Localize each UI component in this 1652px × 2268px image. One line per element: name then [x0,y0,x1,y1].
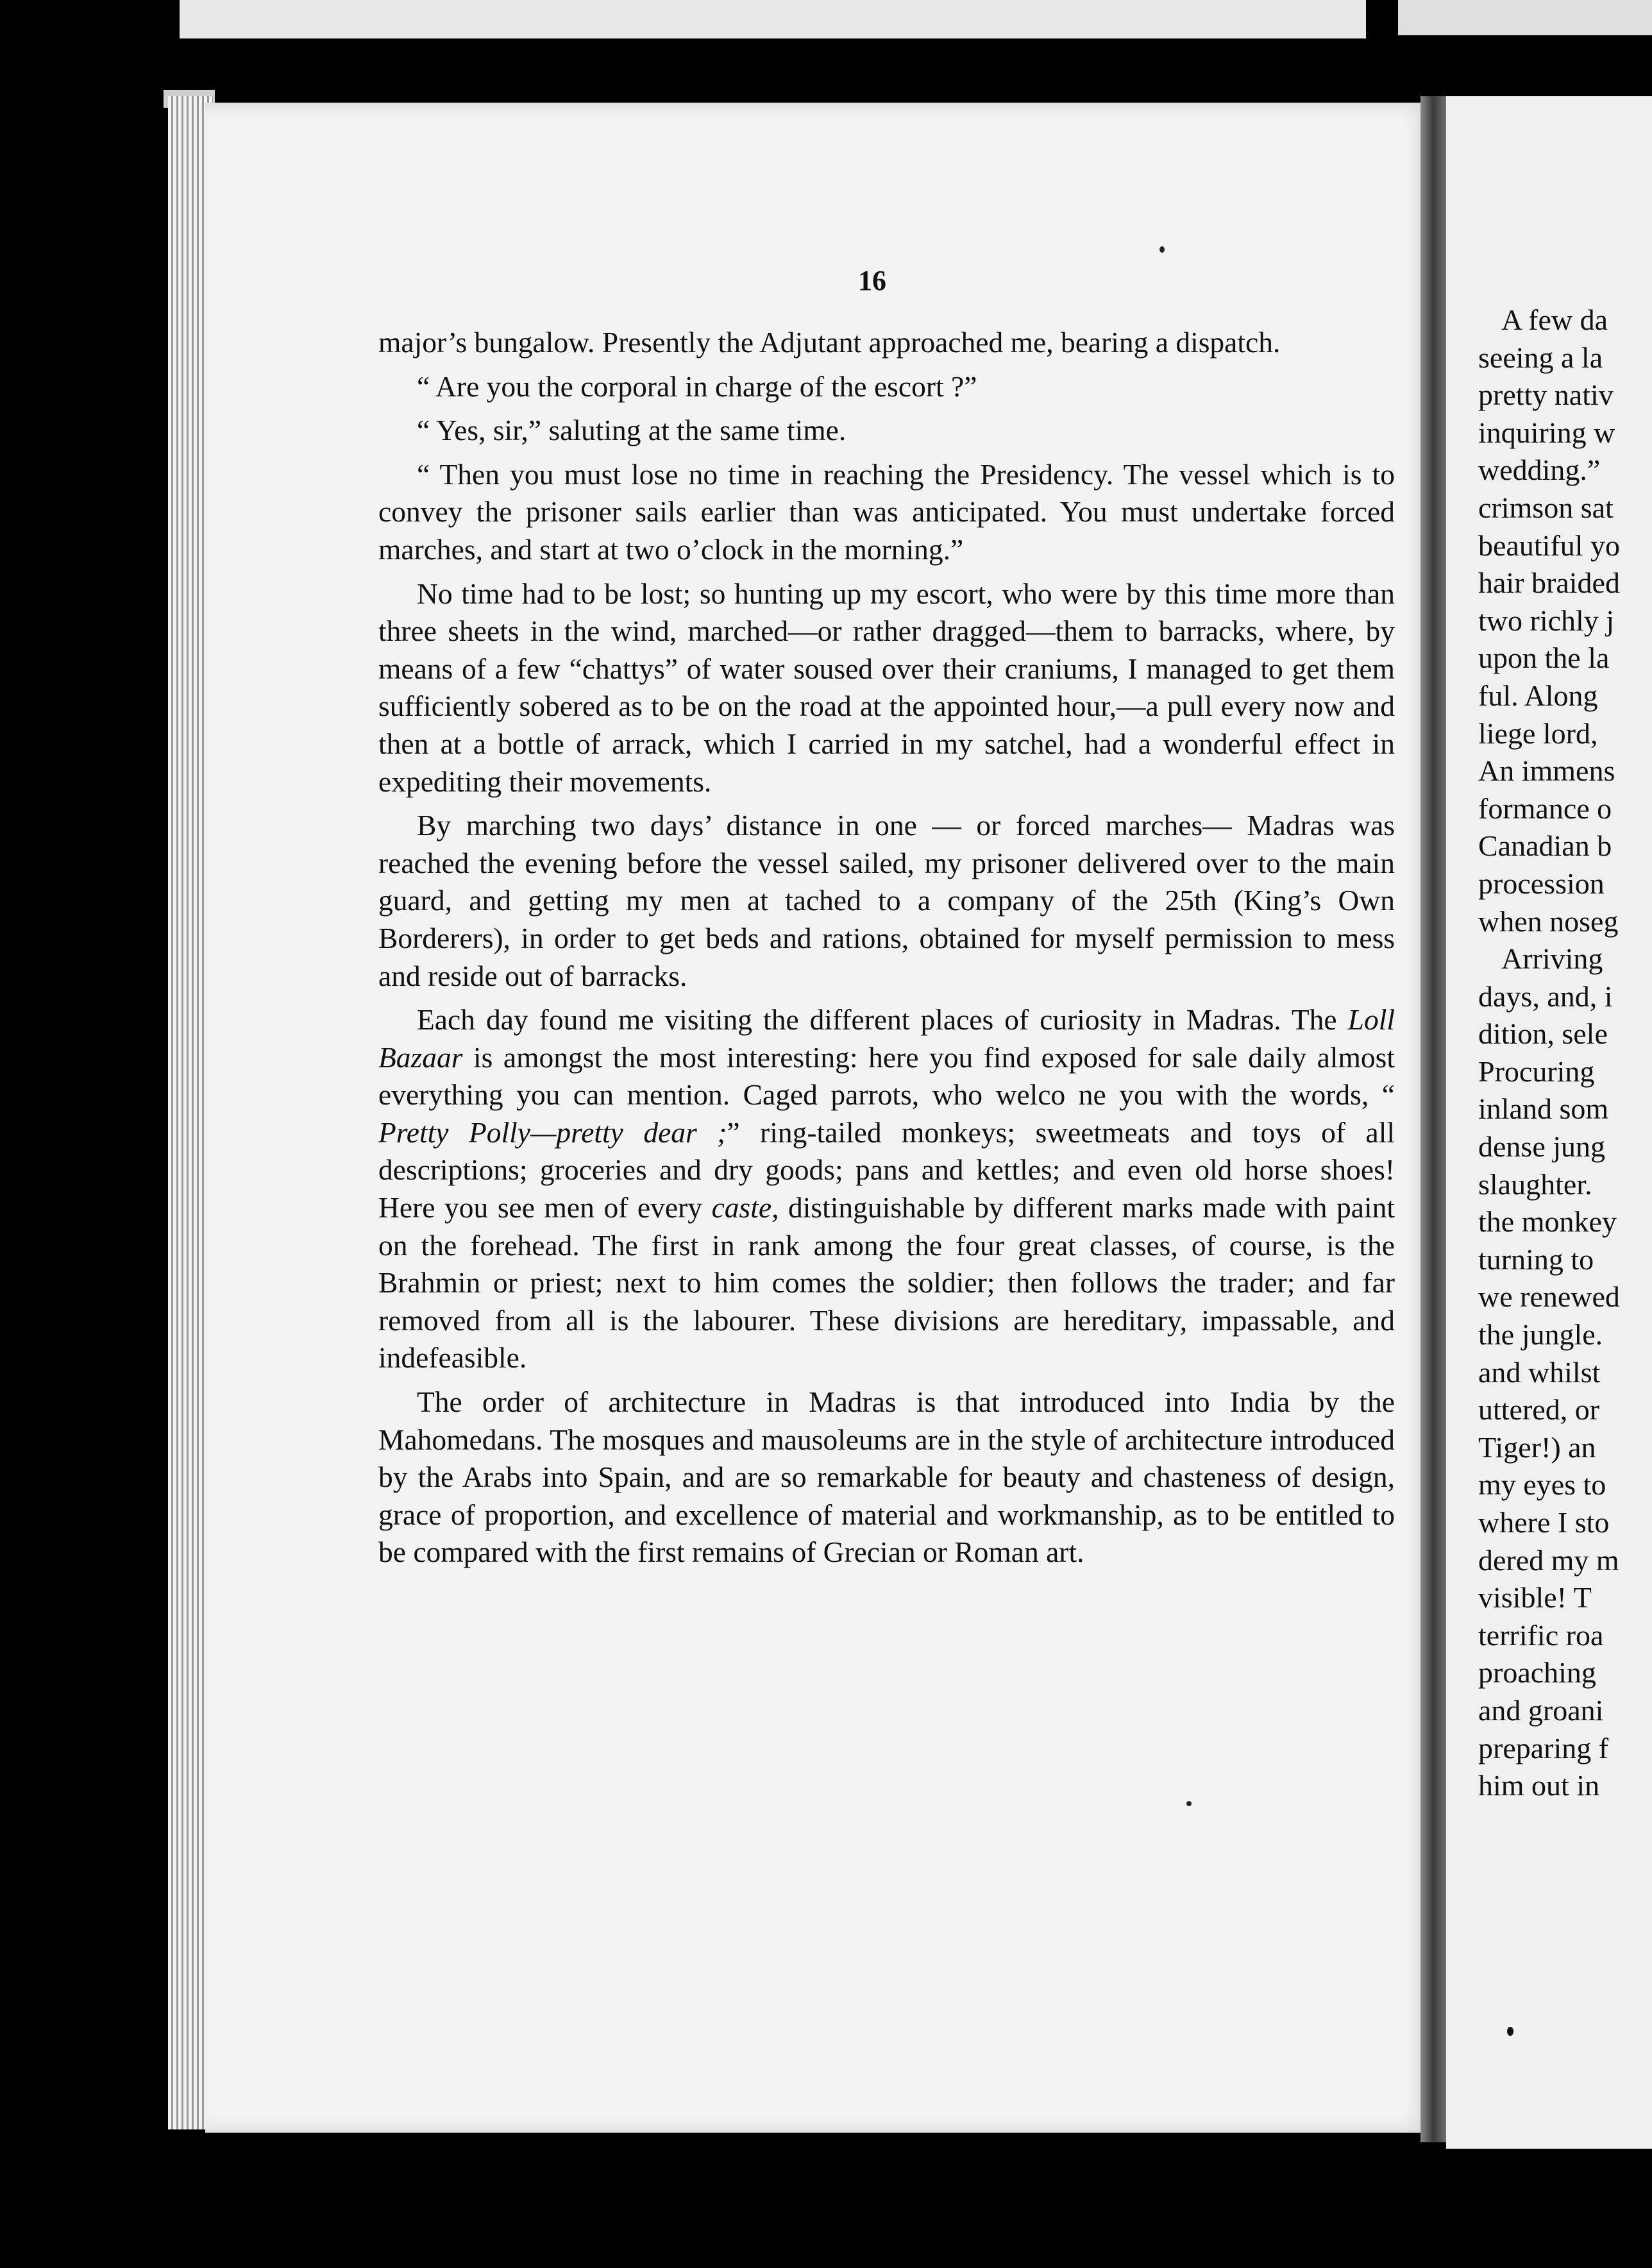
right-page-line: crimson sat [1478,491,1614,524]
paragraph-1: “ Are you the corporal in charge of the escort ?” [417,369,977,403]
right-page-line: him out in [1478,1769,1600,1802]
right-page-line: pretty nativ [1478,378,1614,412]
right-page-line: slaughter. [1478,1167,1592,1201]
previous-page-edge-right [1398,0,1652,35]
paragraph-6-text-d: distinguishable by different marks made with paint on the forehead. The first in rank among the four great classes, of course, is the Brahmin or priest; next to him comes the soldier; then follows the trader; and far removed from all is the labourer. These divisions are hereditary, impassable, and indefeasible. [378,1191,1395,1375]
paragraph-6-text-c: ” ring-tailed monkeys; sweetmeats and toys of all descriptions; groceries and dry goods; pans and kettles; and even old horse shoes! Here you see men of every [378,1115,1395,1224]
right-page-line: Canadian b [1478,829,1612,863]
page-body [378,324,1395,1578]
ink-speck [1186,1801,1192,1806]
caste-italic: caste, [711,1191,779,1224]
paragraph-3: “ Then you must lose no time in reaching the Presidency. The vessel which is to convey the prisoner sails earlier than was anticipated. You must undertake forced marches, and start at two o’clock in the morning.” [378,457,1395,566]
right-page-line: dered my m [1478,1543,1619,1577]
paragraph-6-text-b: is amongst the most interesting: here you find exposed for sale daily almost everything you can mention. Caged parrots, who welco ne you with the words, “ [378,1040,1395,1112]
right-page-line: procession [1478,867,1605,900]
right-page-line: my eyes to [1478,1468,1606,1502]
right-page-line: upon the la [1478,641,1610,675]
right-page-line: days, and, i [1478,979,1613,1013]
paragraph-6-text-a: Each day found me visiting the different places of curiosity in Madras. The [417,1003,1348,1037]
pretty-polly-italic: Pretty Polly—pretty dear ; [378,1115,727,1149]
right-page-line: dense jung [1478,1130,1606,1164]
right-page-line: seeing a la [1478,341,1603,374]
right-page-line: and groani [1478,1693,1604,1727]
right-page-line: An immens [1478,754,1615,788]
right-page-line: inland som [1478,1092,1609,1126]
right-page-line: ful. Along [1478,679,1598,712]
right-page-line: dition, sele [1478,1017,1608,1051]
right-page-line: the jungle. [1478,1318,1603,1351]
paragraph-2: “ Yes, sir,” saluting at the same time. [417,414,847,447]
right-page-text [1478,301,1652,1805]
right-page-line: where I sto [1478,1506,1610,1539]
right-page-line: beautiful yo [1478,529,1620,562]
right-page-line: proaching [1478,1656,1596,1689]
right-page-line: uttered, or [1478,1393,1600,1426]
right-page-line: and whilst [1478,1355,1601,1389]
right-page-line: the monkey [1478,1205,1617,1239]
paragraph-0: major’s bungalow. Presently the Adjutant approached me, bearing a dispatch. [378,326,1281,359]
paragraph-6 [378,1001,1395,1377]
loll-bazaar-italic: Loll Bazaar [378,1003,1395,1074]
right-page-line: turning to [1478,1242,1594,1276]
paragraph-5: By marching two days’ distance in one — or forced marches— Madras was reached the evening before the vessel sailed, my prisoner delivered over to the main guard, and getting my men at tached to a company of the 25th (King’s Own Borderers), in order to get beds and rations, obtained for myself permission to mess and reside out of barracks. [378,809,1395,992]
right-page-line: visible! T [1478,1581,1592,1614]
paragraph-4: No time had to be lost; so hunting up my escort, who were by this time more than three sheets in the wind, marched—or rather dragged—them to barracks, where, by means of a few “chattys” of water soused over their craniums, I managed to get them sufficiently sobered as to be on the road at the appointed hour,—a pull every now and then at a bottle of arrack, which I carried in my satchel, had a wonderful effect in expediting their movements. [378,577,1395,798]
right-page-line: terrific roa [1478,1618,1604,1652]
book-gutter [1420,96,1446,2142]
ink-speck [1159,246,1165,253]
page-number: 16 [858,265,886,296]
right-page-line: inquiring w [1478,416,1615,449]
right-page-line: A few da [1501,303,1608,336]
right-page-line: wedding.” [1478,453,1601,487]
right-page [1446,96,1652,2149]
right-page-line: Arriving [1501,942,1603,976]
right-page-line: when noseg [1478,904,1619,938]
right-page-line: formance o [1478,791,1612,825]
right-page-line: we renewed [1478,1280,1620,1314]
right-page-line: preparing f [1478,1731,1609,1764]
ink-speck [1507,2027,1513,2036]
right-page-line: liege lord, [1478,716,1598,750]
right-page-line: hair braided [1478,566,1620,600]
previous-page-edge [180,0,1366,38]
right-page-line: Procuring [1478,1054,1595,1088]
right-page-line: two richly j [1478,604,1615,637]
right-page-line: Tiger!) an [1478,1430,1596,1464]
paragraph-7: The order of architecture in Madras is that introduced into India by the Mahomedans. The mosques and mausoleums are in the style of architecture introduced by the Arabs into Spain, and are so remarkable for beauty and chasteness of design, grace of proportion, and excellence of material and workmanship, as to be entitled to be compared with the first remains of Grecian or Roman art. [378,1385,1395,1569]
